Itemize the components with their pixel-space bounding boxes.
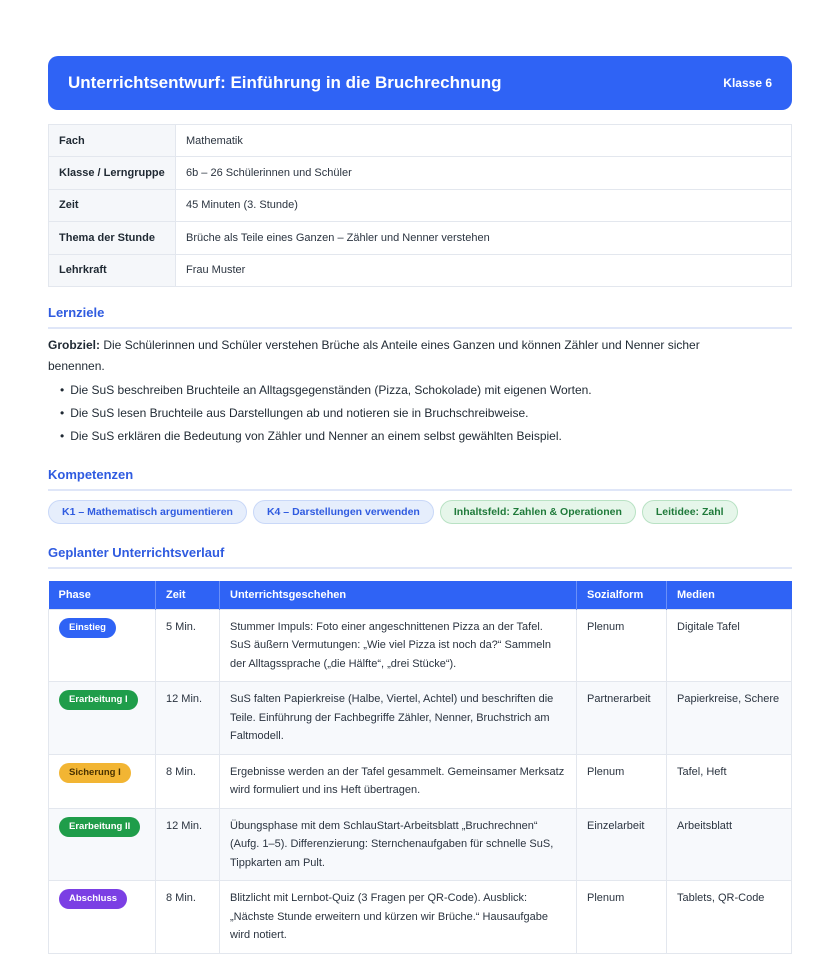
phase-cell (49, 682, 156, 755)
meta-value: Brüche als Teile eines Ganzen – Zähler und Nenner verstehen (176, 222, 792, 254)
section-title-kompetenzen: Kompetenzen (48, 467, 792, 491)
meta-value: Frau Muster (176, 254, 792, 286)
medien-cell: Papierkreise, Schere (667, 682, 792, 755)
meta-key: Fach (49, 125, 176, 157)
phase-badge: Abschluss (59, 889, 127, 909)
page-header (48, 56, 792, 110)
lernziele-list (60, 381, 780, 450)
sozialform-cell: Einzelarbeit (577, 808, 667, 881)
medien-cell: Digitale Tafel (667, 609, 792, 682)
column-header: Phase (49, 581, 156, 609)
medien-cell: Tafel, Heft (667, 754, 792, 808)
phase-cell (49, 754, 156, 808)
medien-cell: Tablets, QR-Code (667, 881, 792, 954)
sozialform-cell: Plenum (577, 754, 667, 808)
meta-row (49, 157, 792, 189)
kompetenz-badge: K4 – Darstellungen verwenden (253, 500, 434, 524)
grobziel-label: Grobziel: (48, 338, 101, 352)
zeit-cell: 5 Min. (156, 609, 220, 682)
meta-row (49, 189, 792, 221)
meta-key: Zeit (49, 189, 176, 221)
geschehen-cell: Blitzlicht mit Lernbot-Quiz (3 Fragen per QR-Code). Ausblick: „Nächste Stunde erweitern und kürzen wir Brüche.“ Hausaufgabe wird notiert. (220, 881, 577, 954)
table-row (49, 609, 792, 682)
column-header: Medien (667, 581, 792, 609)
column-header: Zeit (156, 581, 220, 609)
phase-cell (49, 609, 156, 682)
meta-key: Thema der Stunde (49, 222, 176, 254)
meta-key: Klasse / Lerngruppe (49, 157, 176, 189)
geschehen-cell: SuS falten Papierkreise (Halbe, Viertel, Achtel) und beschriften die Teile. Einführung der Fachbegriffe Zähler, Nenner, Bruchstrich am Faltmodell. (220, 682, 577, 755)
kompetenz-badge: Inhaltsfeld: Zahlen & Operationen (440, 500, 636, 524)
medien-cell: Arbeitsblatt (667, 808, 792, 881)
zeit-cell: 12 Min. (156, 808, 220, 881)
table-row (49, 881, 792, 954)
section-title-lernziele: Lernziele (48, 305, 792, 329)
column-header: Sozialform (577, 581, 667, 609)
kompetenz-badges (48, 500, 738, 524)
phase-badge: Erarbeitung I (59, 690, 138, 710)
table-row (49, 682, 792, 755)
zeit-cell: 8 Min. (156, 881, 220, 954)
verlauf-table (48, 581, 792, 954)
class-label: Klasse 6 (723, 76, 772, 90)
page-title: Unterrichtsentwurf: Einführung in die Bruchrechnung (68, 73, 502, 92)
grobziel (48, 335, 748, 377)
kompetenz-badge: Leitidee: Zahl (642, 500, 738, 524)
phase-cell (49, 881, 156, 954)
column-header: Unterrichtsgeschehen (220, 581, 577, 609)
table-row (49, 754, 792, 808)
list-item: • Die SuS beschreiben Bruchteile an Alltagsgegenständen (Pizza, Schokolade) mit eigenen Worten. (60, 381, 780, 404)
meta-table (48, 124, 792, 287)
sozialform-cell: Partnerarbeit (577, 682, 667, 755)
meta-row (49, 125, 792, 157)
section-title-verlauf: Geplanter Unterrichtsverlauf (48, 545, 792, 569)
meta-key: Lehrkraft (49, 254, 176, 286)
zeit-cell: 8 Min. (156, 754, 220, 808)
phase-cell (49, 808, 156, 881)
meta-value: Mathematik (176, 125, 792, 157)
table-header-row (49, 581, 792, 609)
list-item: • Die SuS lesen Bruchteile aus Darstellungen ab und notieren sie in Bruchschreibweise. (60, 404, 780, 427)
meta-row (49, 222, 792, 254)
sozialform-cell: Plenum (577, 881, 667, 954)
sozialform-cell: Plenum (577, 609, 667, 682)
geschehen-cell: Stummer Impuls: Foto einer angeschnittenen Pizza an der Tafel. SuS äußern Vermutungen: „Wie viel Pizza ist noch da?“ Sammeln der Alltagssprache („die Hälfte“, „drei Stücke“). (220, 609, 577, 682)
list-item: • Die SuS erklären die Bedeutung von Zähler und Nenner an einem selbst gewählten Beispiel. (60, 427, 780, 450)
phase-badge: Sicherung I (59, 763, 131, 783)
grobziel-text: Die Schülerinnen und Schüler verstehen Brüche als Anteile eines Ganzen und können Zähler und Nenner sicher benennen. (48, 338, 700, 373)
meta-row (49, 254, 792, 286)
phase-badge: Einstieg (59, 618, 116, 638)
meta-value: 45 Minuten (3. Stunde) (176, 189, 792, 221)
phase-badge: Erarbeitung II (59, 817, 140, 837)
geschehen-cell: Ergebnisse werden an der Tafel gesammelt. Gemeinsamer Merksatz wird formuliert und ins Heft übertragen. (220, 754, 577, 808)
zeit-cell: 12 Min. (156, 682, 220, 755)
kompetenz-badge: K1 – Mathematisch argumentieren (48, 500, 247, 524)
meta-value: 6b – 26 Schülerinnen und Schüler (176, 157, 792, 189)
table-row (49, 808, 792, 881)
geschehen-cell: Übungsphase mit dem SchlauStart-Arbeitsblatt „Bruchrechnen“ (Aufg. 1–5). Differenzierung: Sternchenaufgaben für schnelle SuS, Tippkarten am Pult. (220, 808, 577, 881)
